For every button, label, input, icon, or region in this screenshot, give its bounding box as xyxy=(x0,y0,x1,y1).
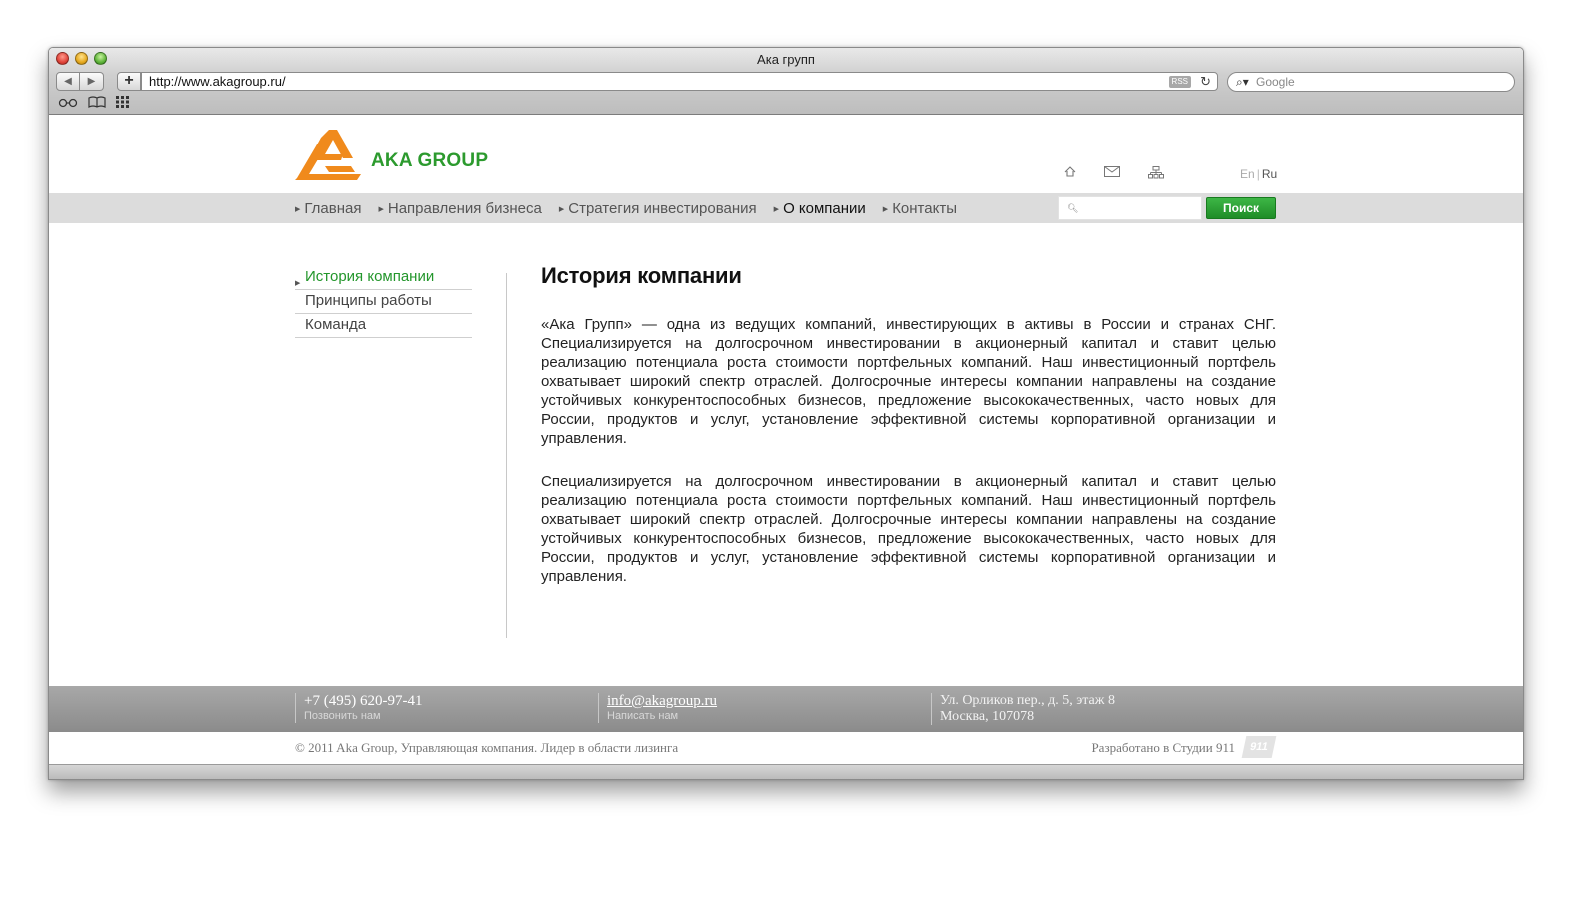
site-logo[interactable] xyxy=(295,130,488,185)
menu-item-about[interactable] xyxy=(774,200,866,217)
menu-item-strategy[interactable] xyxy=(559,200,757,217)
subnav-label: История компании xyxy=(305,268,435,285)
subnav-item-history[interactable] xyxy=(295,266,472,290)
mail-icon[interactable] xyxy=(1104,166,1120,182)
window-title: Ака групп xyxy=(757,52,815,67)
subnav-item-principles[interactable] xyxy=(295,290,472,314)
search-icon: 🔍︎ xyxy=(1067,203,1079,213)
bullet-icon: ▶ xyxy=(295,280,301,287)
browser-status-bar xyxy=(49,764,1523,780)
bookmarks-bar xyxy=(58,96,130,111)
sitemap-icon[interactable] xyxy=(1148,166,1164,182)
footer-address-block xyxy=(931,693,1115,725)
content-divider xyxy=(506,273,507,638)
aka-logo-mark-icon xyxy=(295,130,363,185)
bullet-icon: ▶ xyxy=(558,205,565,213)
bullet-icon: ▶ xyxy=(882,205,889,213)
footer-email-link[interactable]: info@akagroup.ru xyxy=(607,693,718,709)
footer-phone-block xyxy=(295,693,422,723)
back-arrow-icon: ◀ xyxy=(64,76,72,87)
menu-item-contacts[interactable] xyxy=(883,200,957,217)
top-sites-grid-icon[interactable] xyxy=(116,96,130,111)
menu-item-business[interactable] xyxy=(378,200,541,217)
reload-icon[interactable]: ↻ xyxy=(1200,74,1211,89)
bullet-icon: ▶ xyxy=(773,205,780,213)
browser-toolbar xyxy=(49,48,1523,115)
reading-glasses-icon[interactable] xyxy=(58,96,78,111)
forward-button[interactable] xyxy=(80,72,104,91)
address-bar[interactable] xyxy=(141,72,1218,91)
search-icon: ⌕▾ xyxy=(1236,75,1249,89)
footer-phone-caption: Позвонить нам xyxy=(304,710,381,722)
logo-text: AKA GROUP xyxy=(371,149,489,171)
bookmarks-book-icon[interactable] xyxy=(88,96,106,111)
lang-separator: | xyxy=(1256,167,1260,181)
browser-window xyxy=(48,47,1524,780)
subnav-label: Принципы работы xyxy=(305,292,432,309)
footer-address-line2: Москва, 107078 xyxy=(940,709,1035,724)
menu-label: Стратегия инвестирования xyxy=(568,199,757,217)
menu-label: О компании xyxy=(783,199,866,217)
search-button[interactable]: Поиск xyxy=(1206,197,1276,219)
main-content xyxy=(541,263,1276,610)
subnav-item-team[interactable] xyxy=(295,314,472,338)
forward-arrow-icon: ▶ xyxy=(87,76,96,87)
site-search-input[interactable] xyxy=(1058,196,1202,220)
history-buttons xyxy=(56,72,104,91)
page-title: История компании xyxy=(541,263,742,288)
browser-search-field[interactable] xyxy=(1227,72,1515,92)
main-navigation xyxy=(49,193,1523,223)
lang-en-link[interactable]: En xyxy=(1240,167,1255,181)
main-menu xyxy=(295,193,974,223)
footer-bottom-bar xyxy=(49,732,1523,764)
bullet-icon: ▶ xyxy=(378,205,384,213)
menu-item-home[interactable] xyxy=(295,200,361,217)
studio-credit-link[interactable]: Разработано в Студии 911 xyxy=(1091,740,1235,755)
subnav-label: Команда xyxy=(305,316,367,333)
utility-icons xyxy=(1064,166,1164,182)
menu-label: Направления бизнеса xyxy=(387,199,542,217)
browser-search-placeholder: Google xyxy=(1256,75,1295,89)
back-button[interactable] xyxy=(56,72,80,91)
home-icon[interactable] xyxy=(1064,166,1076,182)
content-paragraph: Специализируется на долгосрочном инвестировании в акционерный капитал и ставит целью реализацию потенциала роста стоимости портфельных компаний. Наш инвестиционный портфель охватывает широкий спектр отраслей. Долгосрочные интересы компании направлены на создание устойчивых конкурентоспособных бизнесов, предложение высококачественных, часто новых для России, продуктов и услуг, установление эффективной системы корпоративной организации и управления. xyxy=(541,473,1276,585)
web-page xyxy=(49,116,1523,780)
copyright-text: © 2011 Aka Group, Управляющая компания. Лидер в области лизинга xyxy=(295,740,679,755)
site-footer xyxy=(49,686,1523,732)
menu-label: Главная xyxy=(304,199,362,217)
footer-address-line1: Ул. Орликов пер., д. 5, этаж 8 xyxy=(940,693,1115,708)
bullet-icon: ▶ xyxy=(295,205,301,213)
lang-ru-link[interactable]: Ru xyxy=(1261,167,1278,181)
add-bookmark-button[interactable] xyxy=(117,72,141,91)
menu-label: Контакты xyxy=(892,199,957,217)
studio-logo[interactable]: 911 xyxy=(1242,736,1277,758)
plus-icon: + xyxy=(124,72,134,89)
url-text: http://www.akagroup.ru/ xyxy=(149,74,286,89)
footer-phone[interactable]: +7 (495) 620-97-41 xyxy=(304,693,423,709)
footer-email-block xyxy=(598,693,717,723)
rss-badge[interactable]: RSS xyxy=(1169,76,1191,88)
content-paragraph: «Ака Групп» — одна из ведущих компаний, инвестирующих в активы в России и странах СНГ. Специализируется на долгосрочном инвестировании в акционерный капитал и ставит целью реализацию потенциала роста стоимости портфельных компаний. Наш инвестиционный портфель охватывает широкий спектр отраслей. Долгосрочные интересы компании направлены на создание устойчивых конкурентоспособных бизнесов, предложение высококачественных, часто новых для России, продуктов и услуг, установление эффективной системы корпоративной организации и управления. xyxy=(541,316,1276,447)
section-subnav xyxy=(295,266,472,338)
language-switcher xyxy=(1240,167,1277,181)
footer-email-caption: Написать нам xyxy=(607,710,679,722)
